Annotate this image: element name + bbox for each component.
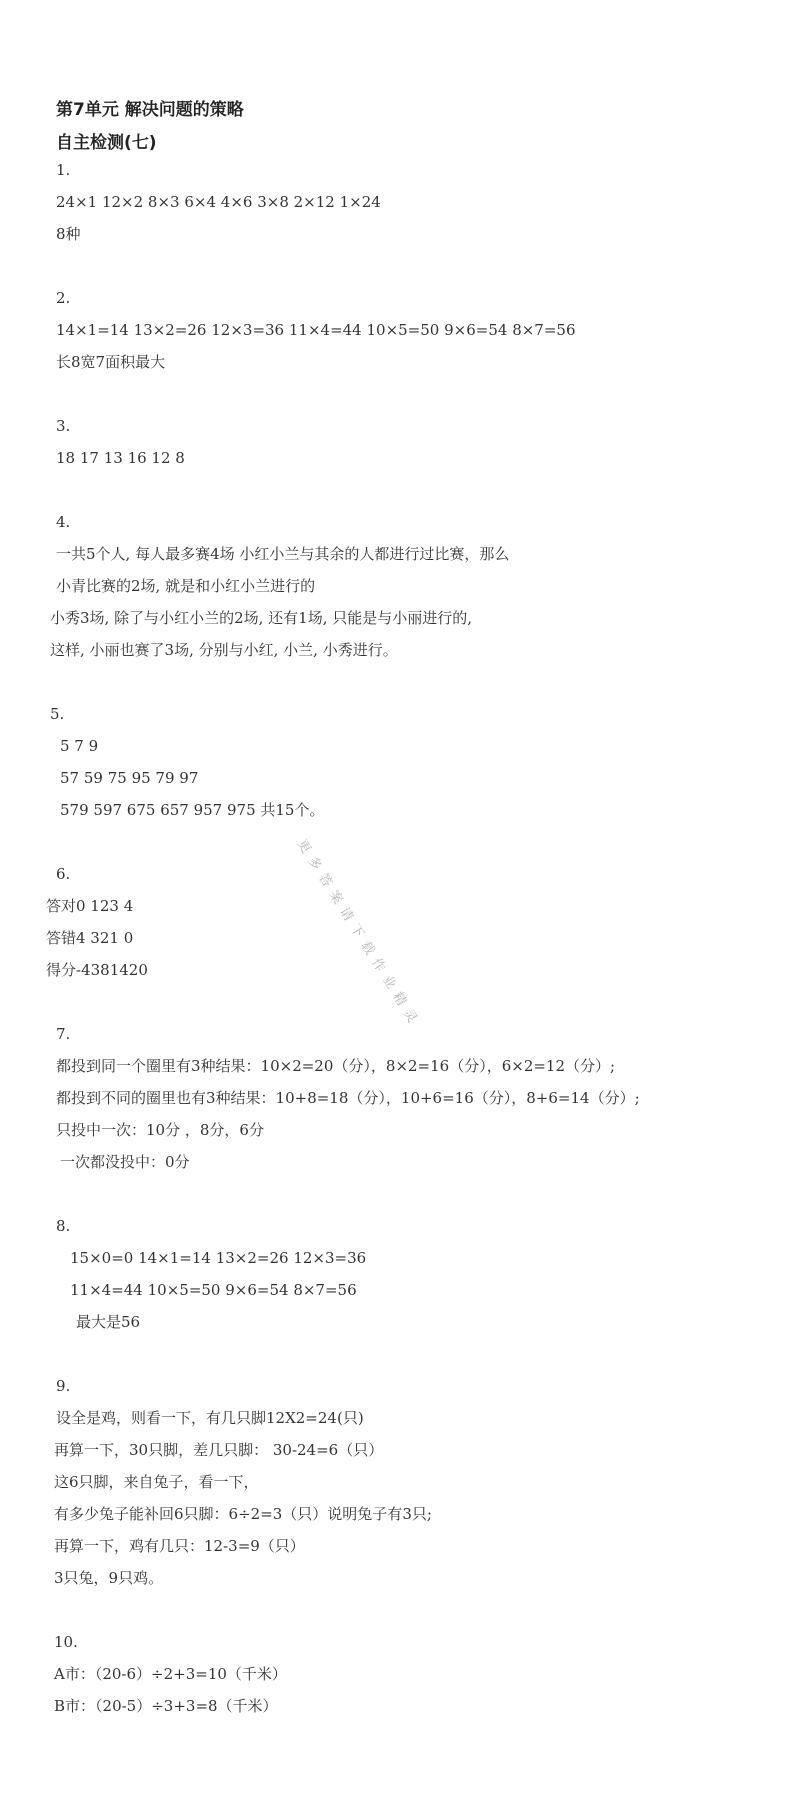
question-5-answer-line: 57 59 75 95 79 97 — [60, 769, 199, 787]
unit-title: 第7单元 解决问题的策略 — [56, 100, 244, 120]
question-7-answer-line: 一次都没投中：0分 — [60, 1153, 190, 1171]
question-5-label: 5. — [50, 705, 65, 723]
question-9-answer-line: 再算一下，30只脚，差几只脚： 30-24=6（只） — [54, 1441, 384, 1459]
question-9-answer-line: 设全是鸡，则看一下，有几只脚12X2=24(只) — [56, 1409, 364, 1427]
question-4-answer-line: 小青比赛的2场, 就是和小红小兰进行的 — [56, 577, 316, 595]
question-1-answer-line: 24×1 12×2 8×3 6×4 4×6 3×8 2×12 1×24 — [56, 193, 381, 211]
question-5-answer-line: 579 597 675 657 957 975 共15个。 — [60, 801, 325, 819]
question-2-label: 2. — [56, 289, 71, 307]
question-6-answer-line: 答对0 123 4 — [46, 897, 134, 915]
question-6-answer-line: 得分-4381420 — [46, 961, 148, 979]
question-3-answer-line: 18 17 13 16 12 8 — [56, 449, 185, 467]
question-5-answer-line: 5 7 9 — [60, 737, 99, 755]
question-9-answer-line: 有多少兔子能补回6只脚：6÷2=3（只）说明兔子有3只; — [54, 1505, 432, 1523]
question-2-answer-line: 14×1=14 13×2=26 12×3=36 11×4=44 10×5=50 9×6=54 8×7=56 — [56, 321, 576, 339]
question-8-answer-line: 最大是56 — [76, 1313, 141, 1331]
question-7-label: 7. — [56, 1025, 71, 1043]
question-10-answer-line: A市：（20-6）÷2+3=10（千米） — [54, 1665, 287, 1683]
question-6-label: 6. — [56, 865, 71, 883]
question-4-answer-line: 小秀3场, 除了与小红小兰的2场, 还有1场, 只能是与小丽进行的, — [50, 609, 473, 627]
question-7-answer-line: 只投中一次：10分 ，8分，6分 — [56, 1121, 264, 1139]
question-1-answer-line: 8种 — [56, 225, 81, 243]
question-8-answer-line: 11×4=44 10×5=50 9×6=54 8×7=56 — [70, 1281, 357, 1299]
question-9-answer-line: 这6只脚，来自兔子，看一下， — [54, 1473, 259, 1491]
question-4-answer-line: 一共5个人, 每人最多赛4场 小红小兰与其余的人都进行过比赛，那么 — [56, 545, 510, 563]
question-10-label: 10. — [54, 1633, 78, 1651]
question-9-label: 9. — [56, 1377, 71, 1395]
watermark-text: 更多答案请下载作业精灵 — [293, 837, 424, 1032]
question-1-label: 1. — [56, 161, 71, 179]
question-6-answer-line: 答错4 321 0 — [46, 929, 134, 947]
question-3-label: 3. — [56, 417, 71, 435]
question-7-answer-line: 都投到不同的圈里也有3种结果：10+8=18（分），10+6=16（分），8+6=14（分）; — [56, 1089, 640, 1107]
question-8-label: 8. — [56, 1217, 71, 1235]
question-4-label: 4. — [56, 513, 71, 531]
question-9-answer-line: 3只兔，9只鸡。 — [54, 1569, 164, 1587]
question-9-answer-line: 再算一下，鸡有几只：12-3=9（只） — [54, 1537, 305, 1555]
question-4-answer-line: 这样, 小丽也赛了3场, 分别与小红, 小兰, 小秀进行。 — [50, 641, 398, 659]
question-10-answer-line: B市：（20-5）÷3+3=8（千米） — [54, 1697, 278, 1715]
question-8-answer-line: 15×0=0 14×1=14 13×2=26 12×3=36 — [70, 1249, 367, 1267]
section-title: 自主检测(七) — [56, 133, 157, 153]
question-2-answer-line: 长8宽7面积最大 — [56, 353, 166, 371]
question-7-answer-line: 都投到同一个圈里有3种结果：10×2=20（分），8×2=16（分），6×2=12（分）; — [56, 1057, 616, 1075]
